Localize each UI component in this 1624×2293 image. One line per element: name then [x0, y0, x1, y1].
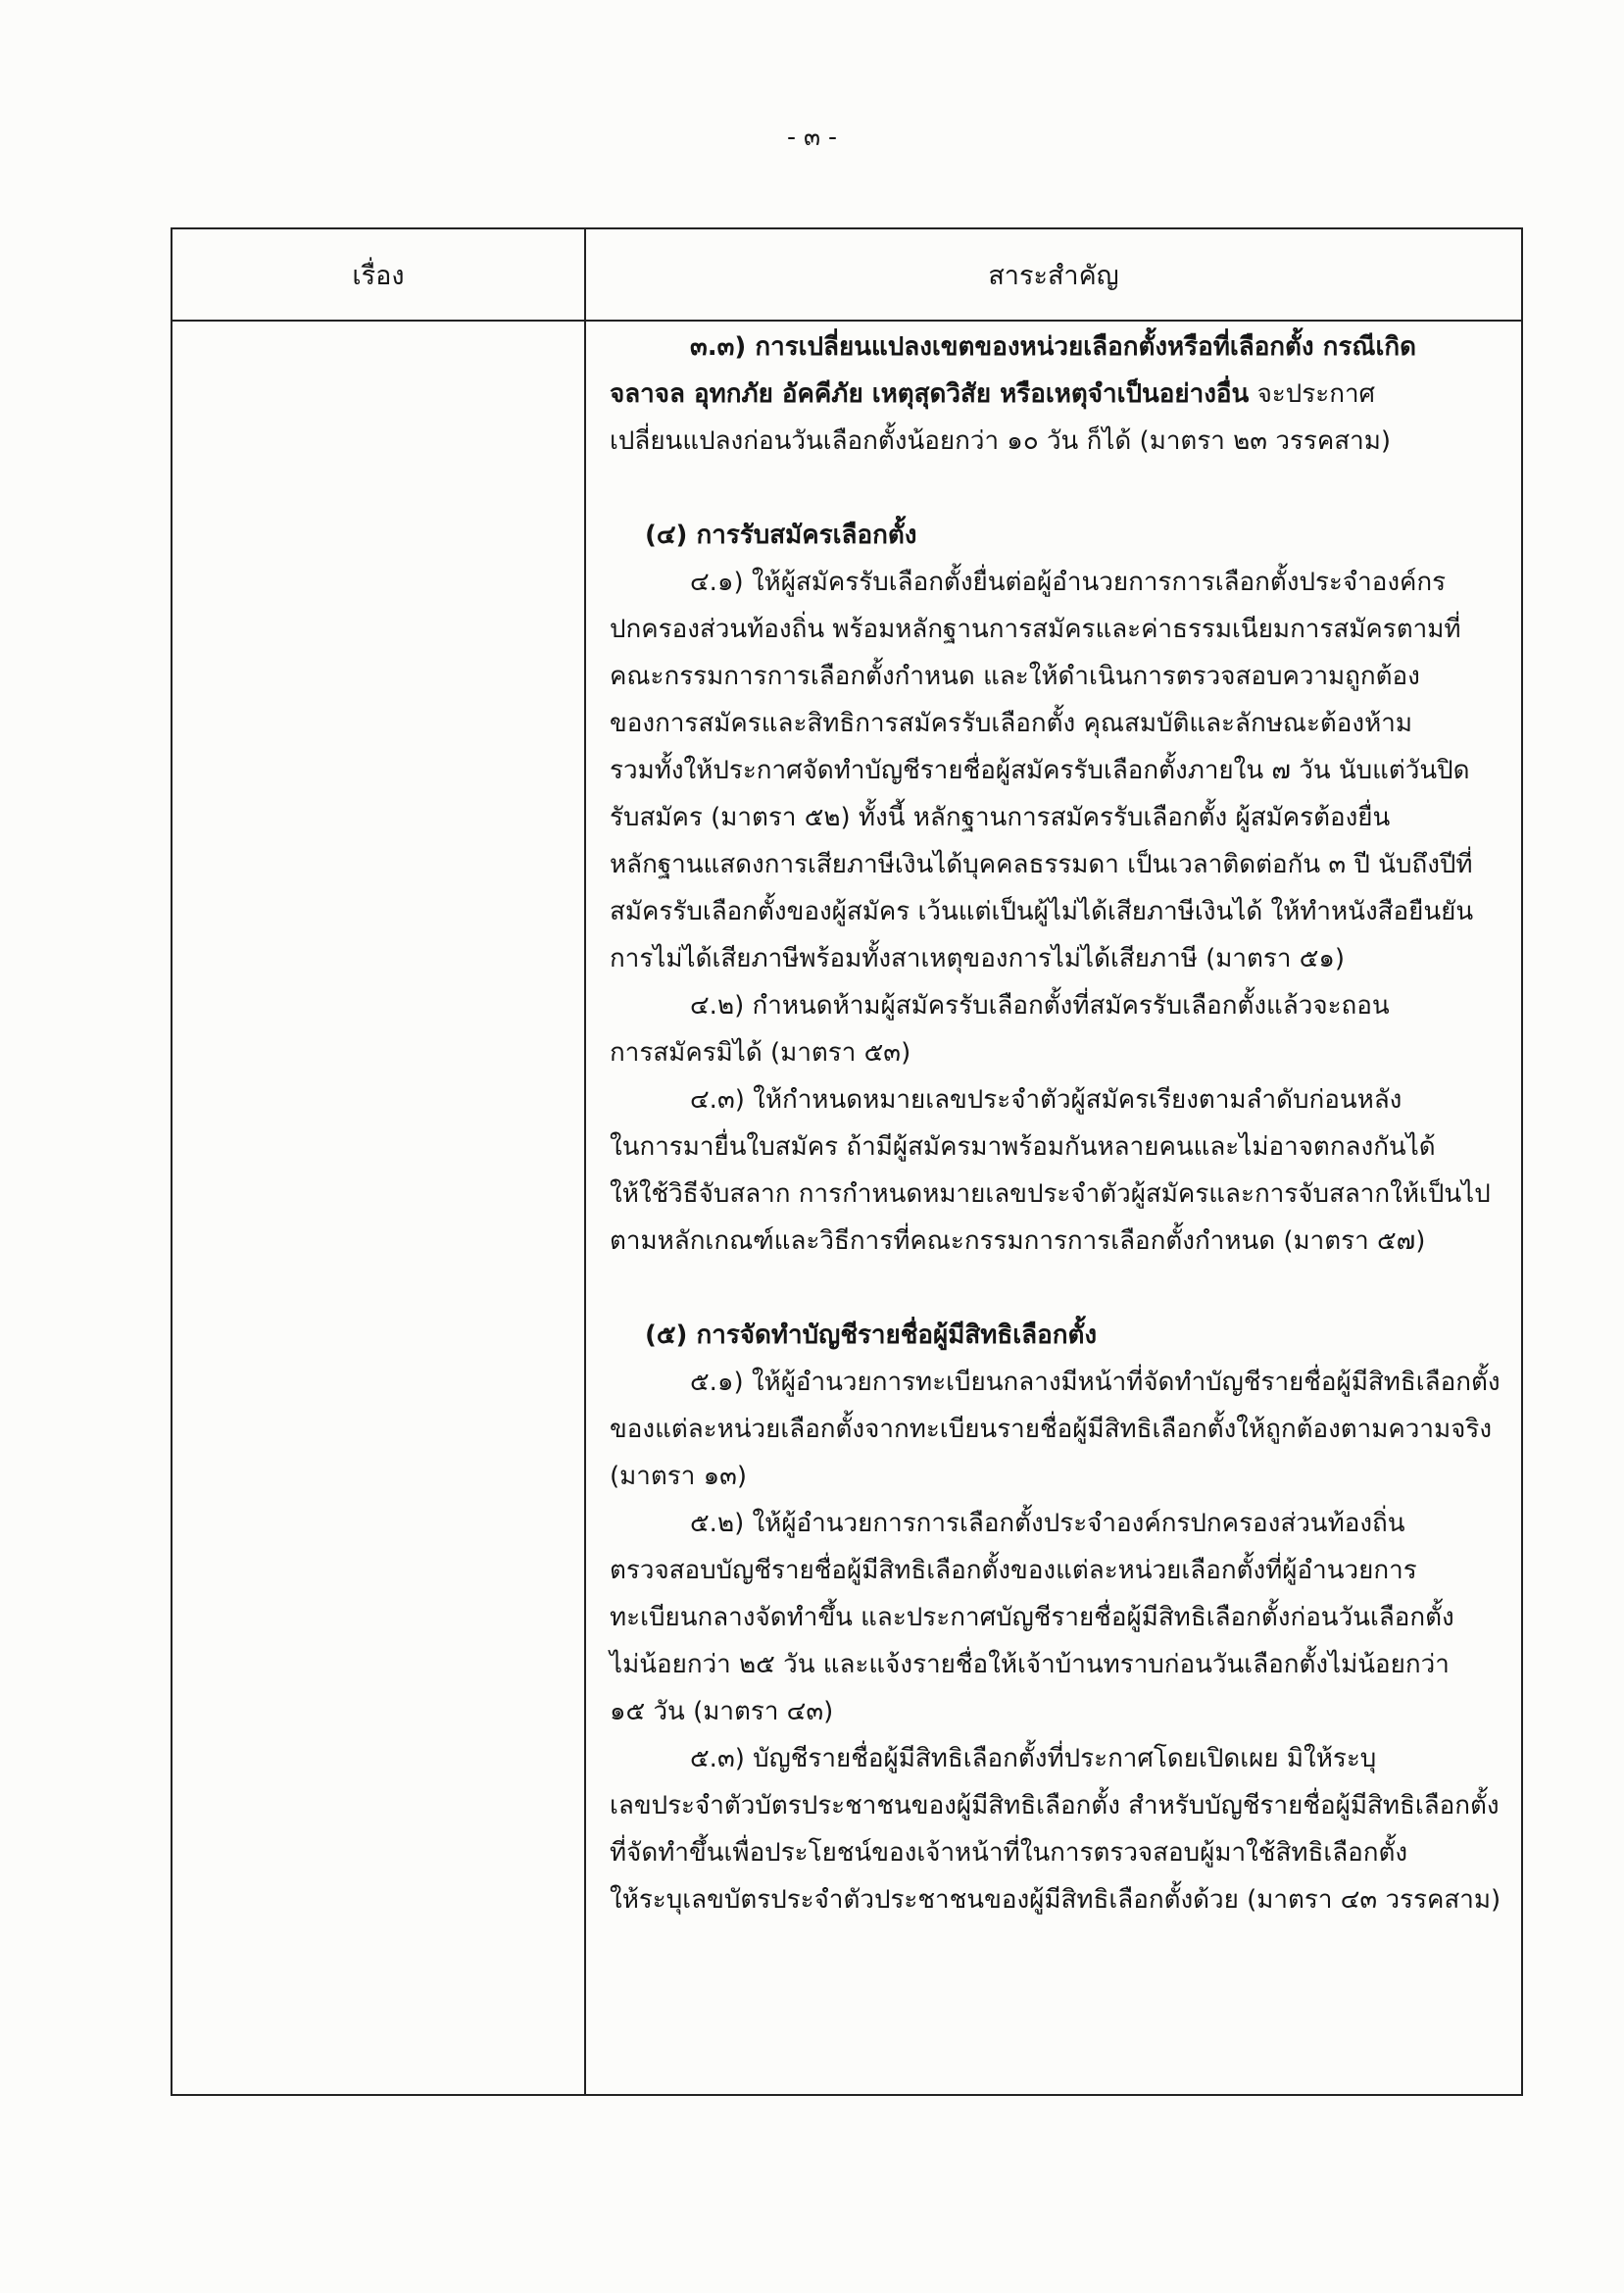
paragraph-4-3-line: ให้ใช้วิธีจับสลาก การกำหนดหมายเลขประจำตัวผู้สมัครและการจับสลากให้เป็นไป: [610, 1179, 1491, 1209]
paragraph-4-3-line: ตามหลักเกณฑ์และวิธีการที่คณะกรรมการการเลือกตั้งกำหนด (มาตรา ๕๗): [610, 1226, 1426, 1256]
paragraph-5-2-line: ตรวจสอบบัญชีรายชื่อผู้มีสิทธิเลือกตั้งของแต่ละหน่วยเลือกตั้งที่ผู้อำนวยการ: [610, 1556, 1417, 1585]
column-divider: [584, 229, 586, 2094]
header-summary: สาระสำคัญ: [988, 260, 1119, 291]
paragraph-5-1-line: ๕.๑) ให้ผู้อำนวยการทะเบียนกลางมีหน้าที่จัดทำบัญชีรายชื่อผู้มีสิทธิเลือกตั้ง: [690, 1368, 1501, 1397]
section-4-heading: (๔) การรับสมัครเลือกตั้ง: [645, 521, 917, 550]
paragraph-4-1-line: ปกครองส่วนท้องถิ่น พร้อมหลักฐานการสมัครและค่าธรรมเนียมการสมัครตามที่: [610, 615, 1461, 644]
paragraph-4-2-line: ๔.๒) กำหนดห้ามผู้สมัครรับเลือกตั้งที่สมัครรับเลือกตั้งแล้วจะถอน: [690, 991, 1390, 1021]
paragraph-5-1-line: ของแต่ละหน่วยเลือกตั้งจากทะเบียนรายชื่อผู้มีสิทธิเลือกตั้งให้ถูกต้องตามความจริง: [610, 1415, 1493, 1444]
paragraph-3-3-line: [610, 371, 1511, 418]
paragraph-4-1-line: สมัครรับเลือกตั้งของผู้สมัคร เว้นแต่เป็นผู้ไม่ได้เสียภาษีเงินได้ ให้ทำหนังสือยืนยัน: [610, 897, 1474, 926]
paragraph-3-3-line: [610, 324, 1511, 371]
paragraph-3-3-line: เปลี่ยนแปลงก่อนวันเลือกตั้งน้อยกว่า ๑๐ วัน ก็ได้ (มาตรา ๒๓ วรรคสาม): [610, 426, 1391, 456]
paragraph-5-2-line: ๕.๒) ให้ผู้อำนวยการการเลือกตั้งประจำองค์กรปกครองส่วนท้องถิ่น: [690, 1509, 1405, 1538]
paragraph-4-1-line: ของการสมัครและสิทธิการสมัครรับเลือกตั้ง คุณสมบัติและลักษณะต้องห้าม: [610, 709, 1412, 738]
content-table: [171, 227, 1523, 2096]
bold-text: ๓.๓) การเปลี่ยนแปลงเขตของหน่วยเลือกตั้งหรือที่เลือกตั้ง กรณีเกิด: [690, 332, 1417, 362]
header-topic: เรื่อง: [352, 260, 405, 291]
paragraph-5-3-line: ที่จัดทำขึ้นเพื่อประโยชน์ของเจ้าหน้าที่ในการตรวจสอบผู้มาใช้สิทธิเลือกตั้ง: [610, 1838, 1408, 1868]
summary-cell: [610, 324, 1511, 1923]
paragraph-4-3-line: ในการมายื่นใบสมัคร ถ้ามีผู้สมัครมาพร้อมกันหลายคนและไม่อาจตกลงกันได้: [610, 1132, 1436, 1162]
paragraph-4-3-line: ๔.๓) ให้กำหนดหมายเลขประจำตัวผู้สมัครเรียงตามลำดับก่อนหลัง: [690, 1085, 1403, 1115]
text: จะประกาศ: [1249, 379, 1376, 409]
paragraph-4-1-line: ๔.๑) ให้ผู้สมัครรับเลือกตั้งยื่นต่อผู้อำนวยการการเลือกตั้งประจำองค์กร: [690, 568, 1447, 597]
paragraph-5-2-line: ไม่น้อยกว่า ๒๕ วัน และแจ้งรายชื่อให้เจ้าบ้านทราบก่อนวันเลือกตั้งไม่น้อยกว่า: [610, 1650, 1450, 1679]
spacer: [610, 1265, 1511, 1312]
paragraph-4-1-line: การไม่ได้เสียภาษีพร้อมทั้งสาเหตุของการไม่ได้เสียภาษี (มาตรา ๕๑): [610, 944, 1346, 973]
paragraph-5-3-line: ให้ระบุเลขบัตรประจำตัวประชาชนของผู้มีสิทธิเลือกตั้งด้วย (มาตรา ๔๓ วรรคสาม): [610, 1885, 1501, 1915]
paragraph-5-2-line: ๑๕ วัน (มาตรา ๔๓): [610, 1697, 834, 1726]
paragraph-4-2-line: การสมัครมิได้ (มาตรา ๕๓): [610, 1038, 911, 1068]
section-5-heading: (๕) การจัดทำบัญชีรายชื่อผู้มีสิทธิเลือกตั้ง: [645, 1321, 1098, 1350]
paragraph-4-1-line: คณะกรรมการการเลือกตั้งกำหนด และให้ดำเนินการตรวจสอบความถูกต้อง: [610, 662, 1420, 691]
paragraph-5-1-line: (มาตรา ๑๓): [610, 1462, 748, 1491]
paragraph-5-2-line: ทะเบียนกลางจัดทำขึ้น และประกาศบัญชีรายชื่อผู้มีสิทธิเลือกตั้งก่อนวันเลือกตั้ง: [610, 1603, 1454, 1632]
spacer: [610, 465, 1511, 512]
page-number: - ๓ -: [786, 123, 838, 151]
paragraph-4-1-line: รวมทั้งให้ประกาศจัดทำบัญชีรายชื่อผู้สมัครรับเลือกตั้งภายใน ๗ วัน นับแต่วันปิด: [610, 756, 1470, 785]
paragraph-4-1-line: หลักฐานแสดงการเสียภาษีเงินได้บุคคลธรรมดา เป็นเวลาติดต่อกัน ๓ ปี นับถึงปีที่: [610, 850, 1473, 879]
bold-text: จลาจล อุทกภัย อัคคีภัย เหตุสุดวิสัย หรือเหตุจำเป็นอย่างอื่น: [610, 379, 1250, 409]
paragraph-5-3-line: ๕.๓) บัญชีรายชื่อผู้มีสิทธิเลือกตั้งที่ประกาศโดยเปิดเผย มิให้ระบุ: [690, 1744, 1377, 1773]
paragraph-4-1-line: รับสมัคร (มาตรา ๕๒) ทั้งนี้ หลักฐานการสมัครรับเลือกตั้ง ผู้สมัครต้องยื่น: [610, 803, 1391, 832]
paragraph-5-3-line: เลขประจำตัวบัตรประชาชนของผู้มีสิทธิเลือกตั้ง สำหรับบัญชีรายชื่อผู้มีสิทธิเลือกตั้ง: [610, 1791, 1500, 1820]
